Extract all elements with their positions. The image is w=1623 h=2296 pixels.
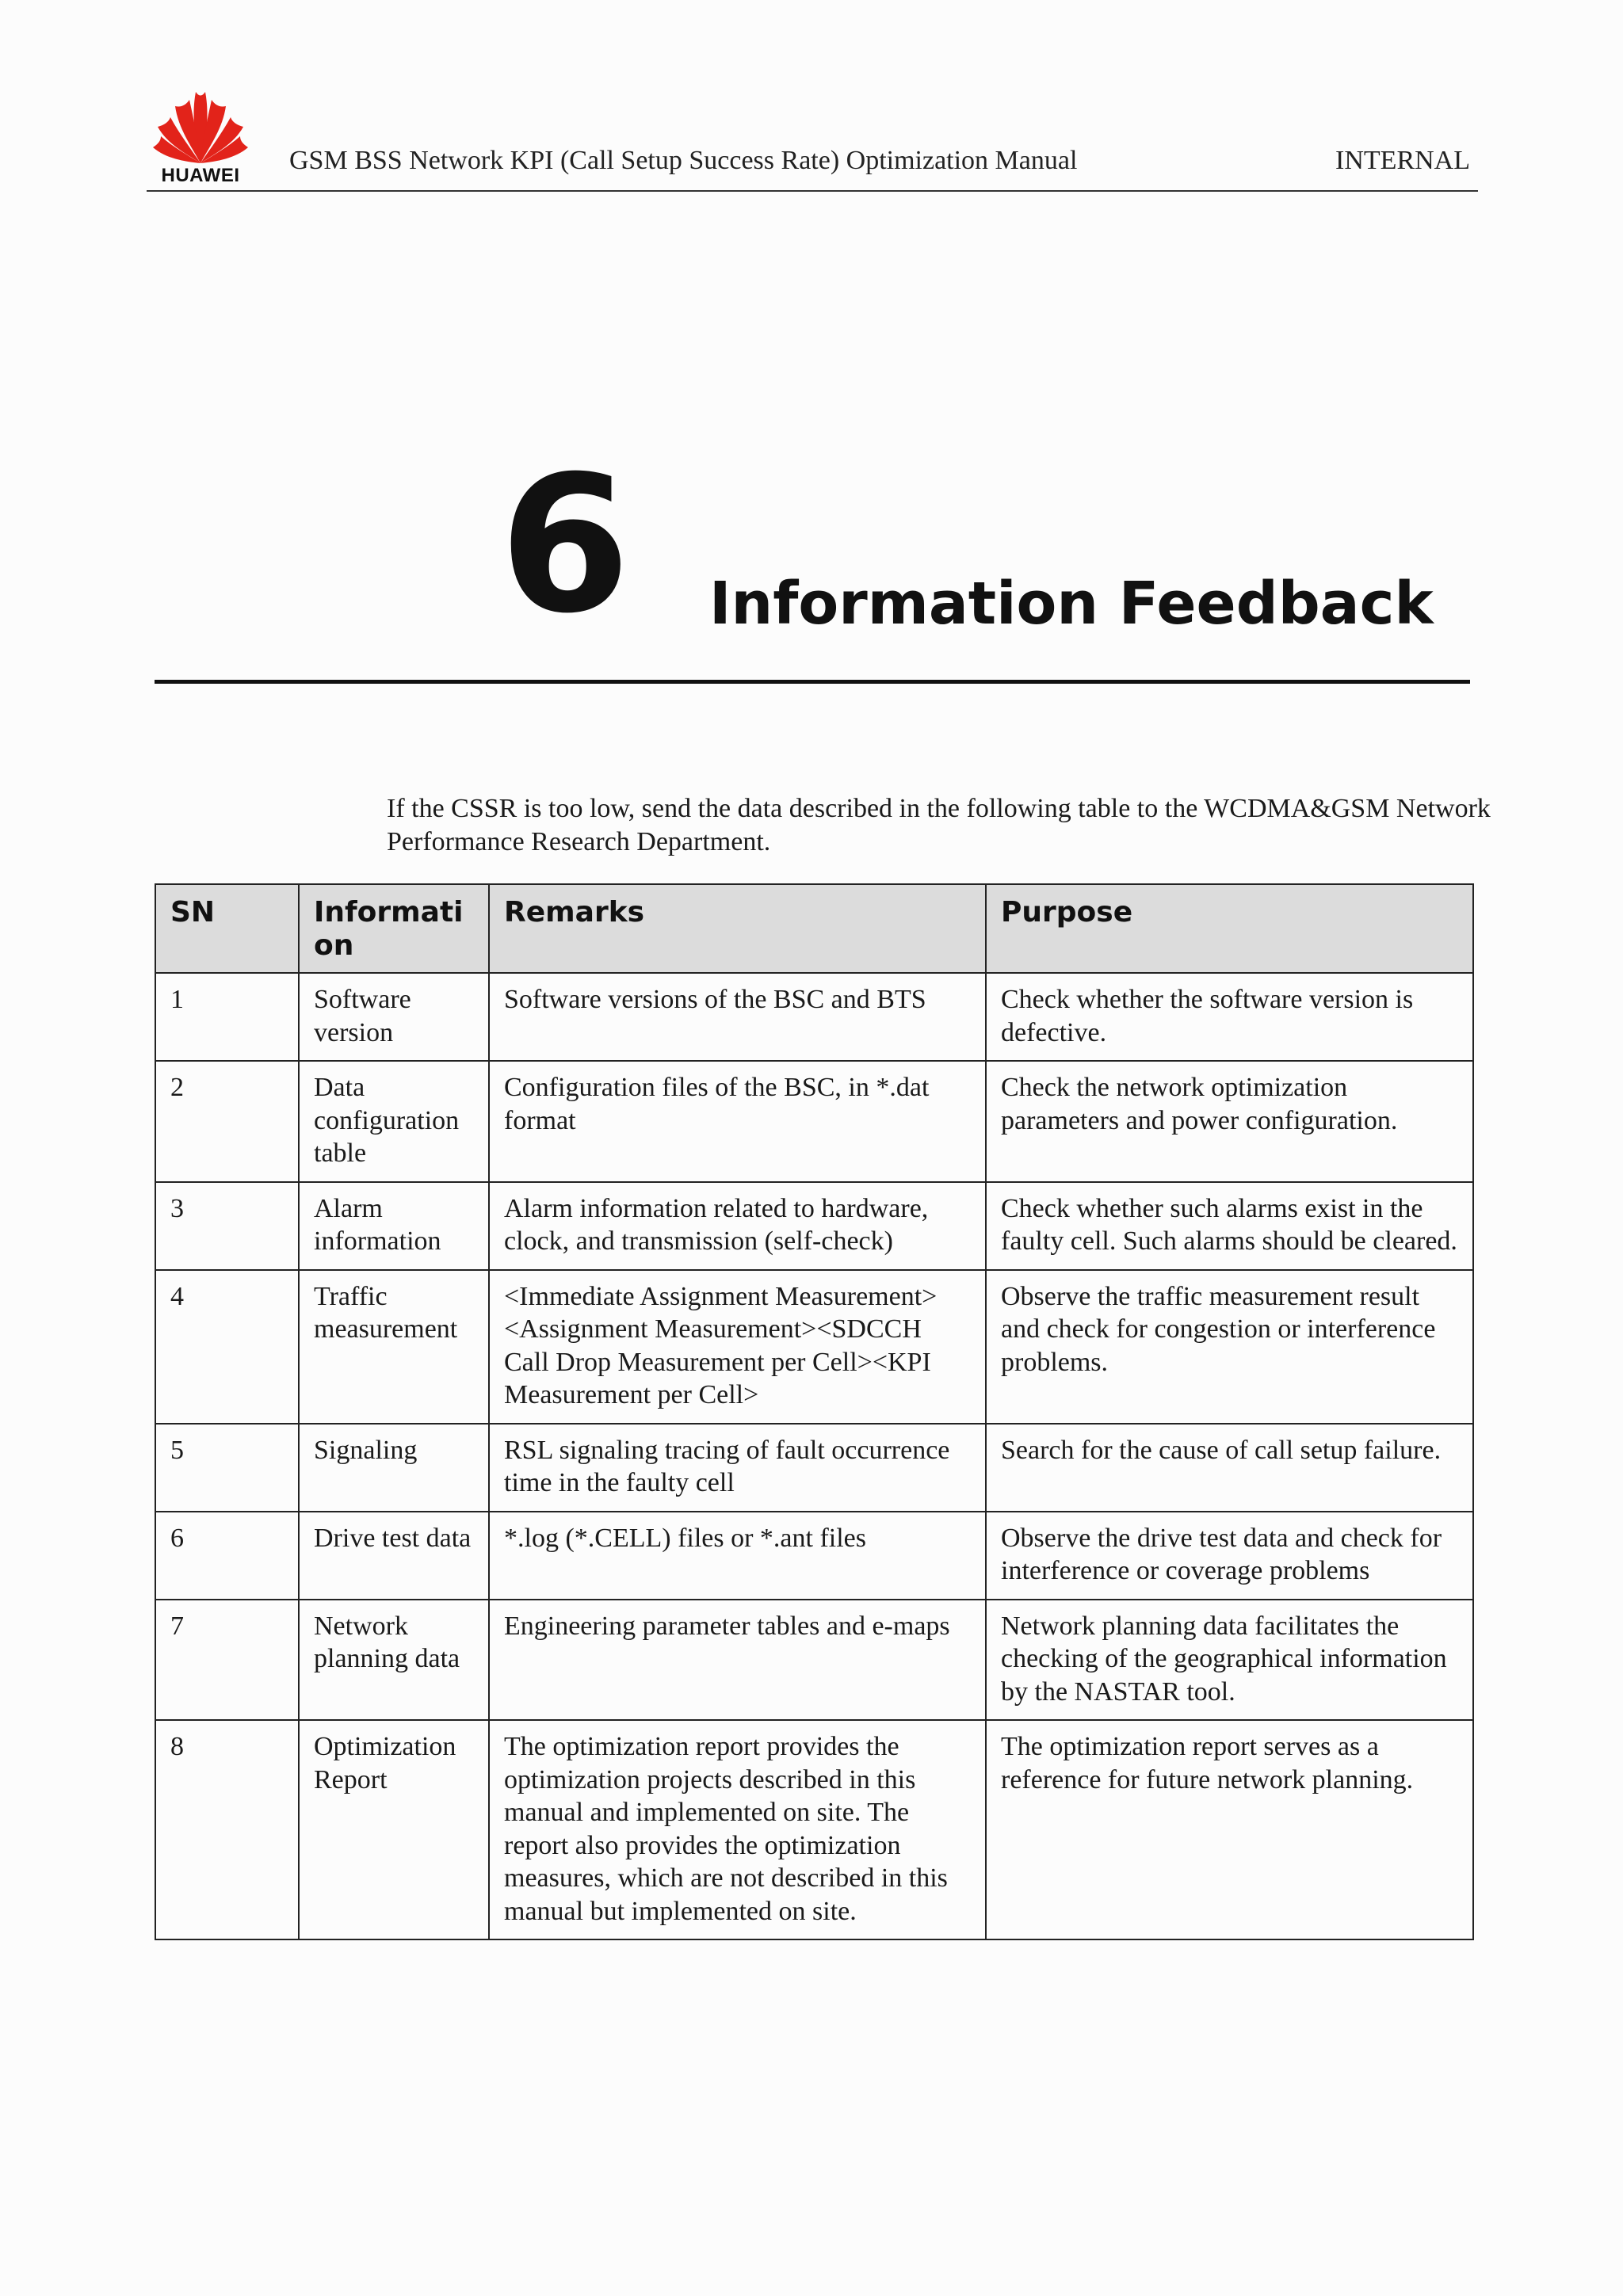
column-header-purpose: Purpose [986, 884, 1473, 973]
column-header-information: Informati on [299, 884, 489, 973]
cell-sn: 5 [155, 1424, 299, 1512]
table-row [155, 1600, 1473, 1721]
cell-information: Software version [299, 973, 489, 1061]
cell-purpose: Check whether the software version is defective. [986, 973, 1473, 1061]
cell-information: Network planning data [299, 1600, 489, 1721]
table-row [155, 1182, 1473, 1270]
classification-label: INTERNAL [1335, 146, 1470, 175]
cell-remarks: Alarm information related to hardware, clock, and transmission (self-check) [489, 1182, 986, 1270]
chapter-number: 6 [499, 436, 631, 655]
table-row [155, 1512, 1473, 1600]
cell-information: Data configuration table [299, 1061, 489, 1182]
logo-wordmark: HUAWEI [161, 165, 240, 186]
cell-remarks: Engineering parameter tables and e-maps [489, 1600, 986, 1721]
cell-sn: 7 [155, 1600, 299, 1721]
cell-remarks: <Immediate Assignment Measurement><Assignment Measurement><SDCCH Call Drop Measurement per Cell><KPI Measurement per Cell> [489, 1270, 986, 1424]
column-header-remarks: Remarks [489, 884, 986, 973]
table-row [155, 1061, 1473, 1182]
cell-sn: 3 [155, 1182, 299, 1270]
table-header-row [155, 884, 1473, 973]
table-row [155, 1270, 1473, 1424]
page-header [147, 79, 1478, 192]
cell-purpose: Observe the traffic measurement result and check for congestion or interference problems. [986, 1270, 1473, 1424]
intro-paragraph: If the CSSR is too low, send the data described in the following table to the WCDMA&GSM Network Performance Research Department. [387, 794, 1491, 856]
cell-remarks: RSL signaling tracing of fault occurrence time in the faulty cell [489, 1424, 986, 1512]
cell-purpose: Observe the drive test data and check for interference or coverage problems [986, 1512, 1473, 1600]
chapter-divider [155, 680, 1470, 684]
cell-sn: 4 [155, 1270, 299, 1424]
cell-remarks: The optimization report provides the optimization projects described in this manual and implemented on site. The report also provides the optimization measures, which are not described in this manual but implemented on site. [489, 1720, 986, 1939]
cell-remarks: Software versions of the BSC and BTS [489, 973, 986, 1061]
cell-information: Traffic measurement [299, 1270, 489, 1424]
cell-purpose: Network planning data facilitates the checking of the geographical information by the NASTAR tool. [986, 1600, 1473, 1721]
cell-sn: 1 [155, 973, 299, 1061]
cell-purpose: Check the network optimization parameters and power configuration. [986, 1061, 1473, 1182]
cell-information: Signaling [299, 1424, 489, 1512]
table-row [155, 973, 1473, 1061]
table-row [155, 1720, 1473, 1939]
cell-sn: 2 [155, 1061, 299, 1182]
column-header-sn: SN [155, 884, 299, 973]
cell-remarks: Configuration files of the BSC, in *.dat format [489, 1061, 986, 1182]
cell-sn: 6 [155, 1512, 299, 1600]
cell-purpose: Check whether such alarms exist in the faulty cell. Such alarms should be cleared. [986, 1182, 1473, 1270]
cell-information: Alarm information [299, 1182, 489, 1270]
cell-information: Optimization Report [299, 1720, 489, 1939]
chapter-title: Information Feedback [709, 570, 1434, 638]
table-row [155, 1424, 1473, 1512]
cell-purpose: The optimization report serves as a reference for future network planning. [986, 1720, 1473, 1939]
cell-information: Drive test data [299, 1512, 489, 1600]
cell-purpose: Search for the cause of call setup failure. [986, 1424, 1473, 1512]
cell-remarks: *.log (*.CELL) files or *.ant files [489, 1512, 986, 1600]
information-feedback-table [155, 883, 1474, 1940]
huawei-logo [151, 86, 250, 186]
huawei-petals-icon [151, 86, 250, 165]
document-title: GSM BSS Network KPI (Call Setup Success Rate) Optimization Manual [289, 146, 1078, 175]
cell-sn: 8 [155, 1720, 299, 1939]
